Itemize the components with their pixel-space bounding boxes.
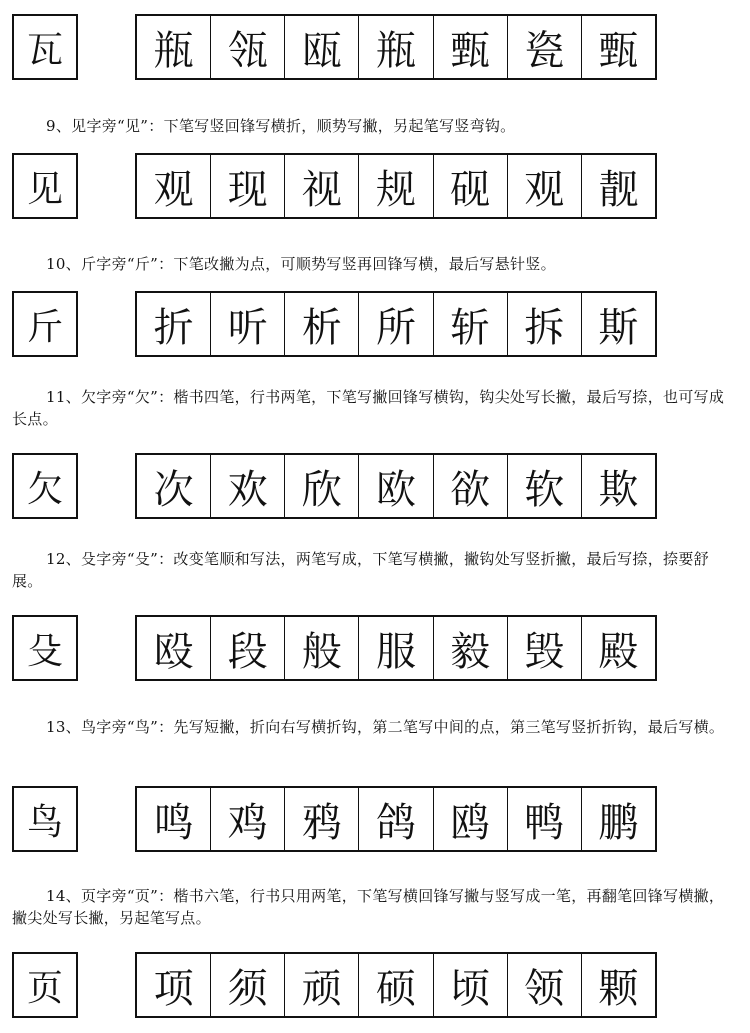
character-grid	[135, 291, 657, 357]
character-grid	[135, 453, 657, 519]
example-char: 斩	[434, 293, 508, 355]
section-description: 14、页字旁“页”：楷书六笔，行书只用两笔，下笔写横回锋写撇与竖写成一笔，再翻笔回锋写横撇，撇尖处写长撇，另起笔写点。	[12, 887, 725, 927]
example-char: 殿	[598, 628, 639, 675]
example-char: 折	[137, 293, 211, 355]
character-grid	[135, 14, 657, 80]
example-char: 毁	[508, 617, 582, 679]
example-char: 靓	[598, 166, 639, 213]
example-char: 项	[137, 954, 211, 1016]
example-char: 殴	[137, 617, 211, 679]
radical-box: 殳	[12, 615, 78, 681]
character-grid	[135, 615, 657, 681]
section-description: 10、斤字旁“斤”：下笔改撇为点，可顺势写竖再回锋写横，最后写悬针竖。	[46, 255, 556, 273]
example-char: 领	[508, 954, 582, 1016]
example-char: 观	[137, 155, 211, 217]
radical-box: 瓦	[12, 14, 78, 80]
radical-box: 页	[12, 952, 78, 1018]
example-char: 甄	[598, 27, 639, 74]
example-char: 拆	[508, 293, 582, 355]
example-char: 规	[359, 155, 433, 217]
example-char: 甄	[434, 16, 508, 78]
example-char: 砚	[434, 155, 508, 217]
radical-box: 斤	[12, 291, 78, 357]
section-description: 11、欠字旁“欠”：楷书四笔，行书两笔，下笔写撇回锋写横钩，钩尖处写长撇，最后写捺，也可写成长点。	[12, 388, 725, 428]
example-char: 毅	[434, 617, 508, 679]
example-char: 鸦	[285, 788, 359, 850]
example-char: 欺	[598, 466, 639, 513]
example-char: 鸭	[508, 788, 582, 850]
section-description: 13、鸟字旁“鸟”：先写短撇，折向右写横折钩，第二笔写中间的点，第三笔写竖折折钩，最后写横。	[46, 718, 725, 736]
example-char: 鸥	[434, 788, 508, 850]
example-char: 观	[508, 155, 582, 217]
example-char: 段	[211, 617, 285, 679]
radical-box: 见	[12, 153, 78, 219]
example-char: 软	[508, 455, 582, 517]
radical-box: 鸟	[12, 786, 78, 852]
example-char: 般	[285, 617, 359, 679]
example-char: 所	[359, 293, 433, 355]
character-grid	[135, 786, 657, 852]
example-char: 瓶	[359, 16, 433, 78]
example-char: 欲	[434, 455, 508, 517]
example-char: 视	[285, 155, 359, 217]
character-grid	[135, 153, 657, 219]
example-char: 颗	[598, 965, 639, 1012]
section-description: 9、见字旁“见”：下笔写竖回锋写横折，顺势写撇，另起笔写竖弯钩。	[46, 117, 516, 135]
example-char: 析	[285, 293, 359, 355]
example-char: 欧	[359, 455, 433, 517]
example-char: 须	[211, 954, 285, 1016]
example-char: 鹏	[598, 799, 639, 846]
example-char: 次	[137, 455, 211, 517]
example-char: 顽	[285, 954, 359, 1016]
character-grid	[135, 952, 657, 1018]
section-description: 12、殳字旁“殳”：改变笔顺和写法，两笔写成，下笔写横撇，撇钩处写竖折撇，最后写捺，捺要舒展。	[12, 550, 709, 590]
example-char: 瓷	[508, 16, 582, 78]
example-char: 欣	[285, 455, 359, 517]
example-char: 瓴	[211, 16, 285, 78]
radical-box: 欠	[12, 453, 78, 519]
example-char: 斯	[598, 304, 639, 351]
example-char: 鸽	[359, 788, 433, 850]
example-char: 欢	[211, 455, 285, 517]
example-char: 硕	[359, 954, 433, 1016]
example-char: 服	[359, 617, 433, 679]
example-char: 听	[211, 293, 285, 355]
example-char: 现	[211, 155, 285, 217]
example-char: 鸡	[211, 788, 285, 850]
example-char: 瓶	[137, 16, 211, 78]
example-char: 鸣	[137, 788, 211, 850]
example-char: 顷	[434, 954, 508, 1016]
example-char: 瓯	[285, 16, 359, 78]
